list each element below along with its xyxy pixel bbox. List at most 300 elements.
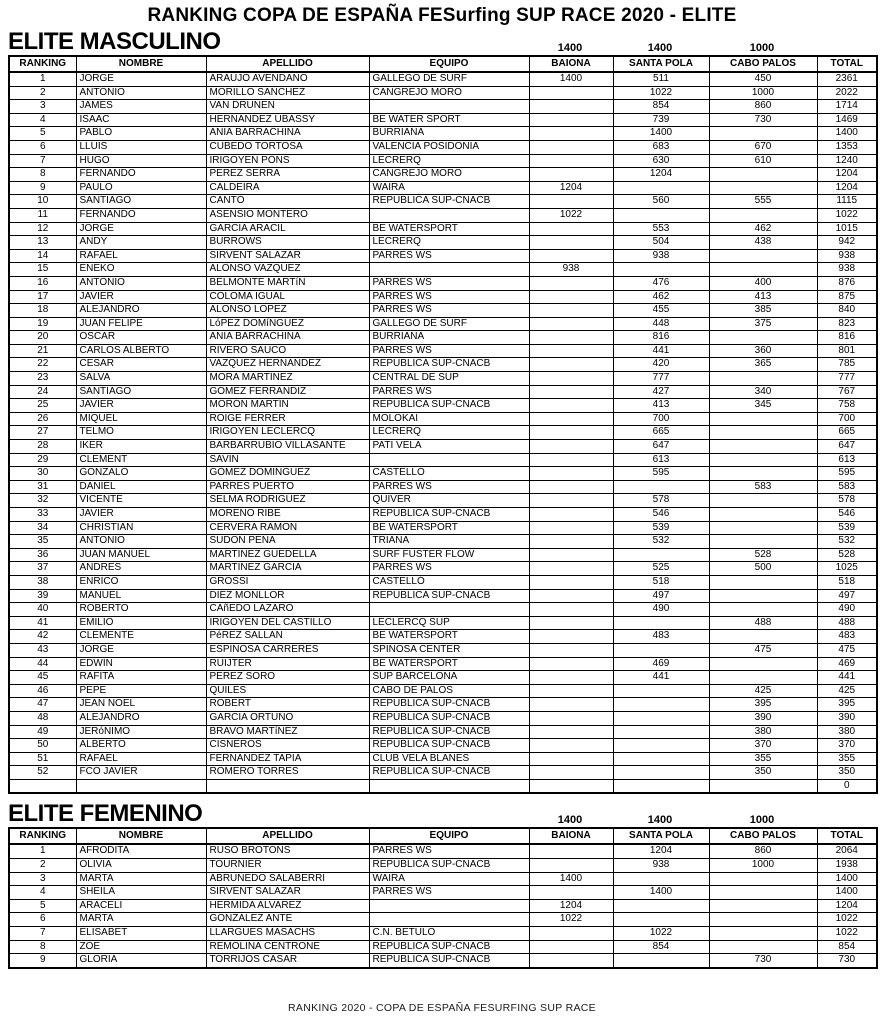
column-header-apellido: APELLIDO: [206, 56, 369, 72]
apellido-cell: QUILES: [206, 684, 369, 698]
total-cell: 647: [817, 440, 877, 454]
santa-pola-cell: 490: [613, 603, 709, 617]
rank-cell: 12: [9, 222, 76, 236]
equipo-cell: CENTRAL DE SUP: [369, 372, 529, 386]
equipo-cell: [369, 603, 529, 617]
rank-cell: 4: [9, 113, 76, 127]
nombre-cell: ALEJANDRO: [76, 304, 206, 318]
cabo-palos-cell: [709, 603, 817, 617]
total-cell: 823: [817, 317, 877, 331]
cabo-palos-cell: 413: [709, 290, 817, 304]
table-row: [9, 154, 877, 168]
rank-cell: 46: [9, 684, 76, 698]
baiona-cell: [529, 372, 613, 386]
baiona-cell: [529, 739, 613, 753]
equipo-cell: PARRES WS: [369, 290, 529, 304]
cabo-palos-cell: [709, 927, 817, 941]
equipo-cell: SUP BARCELONA: [369, 671, 529, 685]
equipo-cell: REPUBLICA SUP-CNACB: [369, 766, 529, 780]
nombre-cell: [76, 779, 206, 793]
rank-cell: 31: [9, 480, 76, 494]
cabo-palos-cell: 610: [709, 154, 817, 168]
equipo-cell: CANGREJO MORO: [369, 168, 529, 182]
total-cell: 1240: [817, 154, 877, 168]
event-points-santa-pola: 1400: [647, 42, 673, 54]
nombre-cell: EMILIO: [76, 616, 206, 630]
santa-pola-cell: 938: [613, 249, 709, 263]
nombre-cell: JORGE: [76, 222, 206, 236]
apellido-cell: SAVIN: [206, 453, 369, 467]
points-spacer: [816, 814, 876, 827]
equipo-cell: REPUBLICA SUP-CNACB: [369, 725, 529, 739]
total-cell: 355: [817, 752, 877, 766]
baiona-cell: [529, 508, 613, 522]
santa-pola-cell: 630: [613, 154, 709, 168]
santa-pola-cell: 441: [613, 344, 709, 358]
total-cell: 1204: [817, 181, 877, 195]
apellido-cell: ALONSO VAZQUEZ: [206, 263, 369, 277]
table-row: [9, 412, 877, 426]
total-cell: 475: [817, 643, 877, 657]
apellido-cell: DIEZ MONLLOR: [206, 589, 369, 603]
baiona-cell: [529, 494, 613, 508]
column-header-baiona: BAIONA: [529, 56, 613, 72]
equipo-cell: BE WATERSPORT: [369, 521, 529, 535]
rank-cell: 44: [9, 657, 76, 671]
total-cell: 441: [817, 671, 877, 685]
baiona-cell: [529, 562, 613, 576]
total-cell: 875: [817, 290, 877, 304]
rank-cell: 21: [9, 344, 76, 358]
rank-cell: 16: [9, 276, 76, 290]
rank-cell: 13: [9, 236, 76, 250]
total-cell: 518: [817, 575, 877, 589]
table-row: [9, 317, 877, 331]
cabo-palos-cell: [709, 412, 817, 426]
table-row: [9, 508, 877, 522]
apellido-cell: ANIA BARRACHINA: [206, 127, 369, 141]
total-cell: 539: [817, 521, 877, 535]
equipo-cell: [369, 779, 529, 793]
santa-pola-cell: 816: [613, 331, 709, 345]
santa-pola-cell: 420: [613, 358, 709, 372]
equipo-cell: CANGREJO MORO: [369, 86, 529, 100]
table-row: [9, 913, 877, 927]
total-cell: 390: [817, 711, 877, 725]
total-cell: 1400: [817, 127, 877, 141]
cabo-palos-cell: 670: [709, 140, 817, 154]
total-cell: 595: [817, 467, 877, 481]
equipo-cell: [369, 263, 529, 277]
nombre-cell: ANTONIO: [76, 535, 206, 549]
santa-pola-cell: 546: [613, 508, 709, 522]
cabo-palos-cell: 360: [709, 344, 817, 358]
cabo-palos-cell: [709, 168, 817, 182]
baiona-cell: 1022: [529, 913, 613, 927]
table-row: [9, 399, 877, 413]
santa-pola-cell: 777: [613, 372, 709, 386]
nombre-cell: OSCAR: [76, 331, 206, 345]
table-row: [9, 899, 877, 913]
baiona-cell: [529, 385, 613, 399]
table-row: [9, 711, 877, 725]
apellido-cell: LLARGUES MASACHS: [206, 927, 369, 941]
baiona-cell: [529, 168, 613, 182]
santa-pola-cell: [613, 181, 709, 195]
equipo-cell: REPUBLICA SUP-CNACB: [369, 859, 529, 873]
nombre-cell: ANTONIO: [76, 86, 206, 100]
rank-cell: 15: [9, 263, 76, 277]
rank-cell: 45: [9, 671, 76, 685]
total-cell: 546: [817, 508, 877, 522]
santa-pola-cell: [613, 872, 709, 886]
equipo-cell: BE WATERSPORT: [369, 222, 529, 236]
baiona-cell: [529, 399, 613, 413]
rank-cell: 3: [9, 872, 76, 886]
total-cell: 1025: [817, 562, 877, 576]
santa-pola-cell: [613, 480, 709, 494]
apellido-cell: VAN DRUNEN: [206, 100, 369, 114]
table-row: [9, 725, 877, 739]
cabo-palos-cell: 375: [709, 317, 817, 331]
rank-cell: 7: [9, 927, 76, 941]
apellido-cell: SELMA RODRIGUEZ: [206, 494, 369, 508]
column-header-nombre: NOMBRE: [76, 828, 206, 844]
nombre-cell: PAULO: [76, 181, 206, 195]
cabo-palos-cell: 350: [709, 766, 817, 780]
equipo-cell: REPUBLICA SUP-CNACB: [369, 954, 529, 968]
rank-cell: 29: [9, 453, 76, 467]
equipo-cell: PARRES WS: [369, 844, 529, 858]
apellido-cell: IRIGOYEN LECLERCQ: [206, 426, 369, 440]
table-row: [9, 739, 877, 753]
baiona-cell: 938: [529, 263, 613, 277]
rank-cell: 9: [9, 954, 76, 968]
equipo-cell: PARRES WS: [369, 304, 529, 318]
santa-pola-cell: [613, 899, 709, 913]
nombre-cell: JEAN NOEL: [76, 698, 206, 712]
baiona-cell: [529, 154, 613, 168]
equipo-cell: REPUBLICA SUP-CNACB: [369, 508, 529, 522]
section-header-masculino: [8, 27, 876, 55]
santa-pola-cell: 539: [613, 521, 709, 535]
santa-pola-cell: 427: [613, 385, 709, 399]
column-header-total: TOTAL: [817, 828, 877, 844]
points-spacer: [368, 814, 528, 827]
nombre-cell: HUGO: [76, 154, 206, 168]
cabo-palos-cell: 400: [709, 276, 817, 290]
nombre-cell: IKER: [76, 440, 206, 454]
table-row: [9, 548, 877, 562]
baiona-cell: [529, 222, 613, 236]
baiona-cell: [529, 426, 613, 440]
baiona-cell: [529, 589, 613, 603]
total-cell: 1353: [817, 140, 877, 154]
nombre-cell: RAFAEL: [76, 752, 206, 766]
table-row: [9, 222, 877, 236]
table-row: [9, 426, 877, 440]
apellido-cell: [206, 779, 369, 793]
table-row: [9, 195, 877, 209]
equipo-cell: CASTELLÓ: [369, 467, 529, 481]
equipo-cell: REPUBLICA SUP-CNACB: [369, 399, 529, 413]
total-cell: 613: [817, 453, 877, 467]
rank-cell: 50: [9, 739, 76, 753]
cabo-palos-cell: [709, 208, 817, 222]
santa-pola-cell: 483: [613, 630, 709, 644]
rank-cell: 49: [9, 725, 76, 739]
section-heading-femenino: ELITE FEMENINO: [8, 800, 203, 828]
baiona-cell: [529, 304, 613, 318]
total-cell: 840: [817, 304, 877, 318]
equipo-cell: PARRES WS: [369, 385, 529, 399]
points-spacer: [8, 42, 75, 55]
equipo-cell: GALLEGO DE SURF: [369, 317, 529, 331]
table-row: [9, 236, 877, 250]
table-row: [9, 100, 877, 114]
table-row: [9, 844, 877, 858]
santa-pola-cell: 595: [613, 467, 709, 481]
nombre-cell: JORGE: [76, 643, 206, 657]
table-row: [9, 480, 877, 494]
rank-cell: 34: [9, 521, 76, 535]
nombre-cell: JERóNIMO: [76, 725, 206, 739]
page-title: RANKING COPA DE ESPAÑA FESurfing SUP RACE 2020 - ELITE: [147, 5, 737, 26]
total-cell: 395: [817, 698, 877, 712]
table-row: [9, 927, 877, 941]
nombre-cell: ALBERTO: [76, 739, 206, 753]
cabo-palos-cell: 730: [709, 954, 817, 968]
section-heading-masculino: ELITE MASCULINO: [8, 28, 221, 55]
santa-pola-cell: 1400: [613, 127, 709, 141]
baiona-cell: [529, 886, 613, 900]
baiona-cell: 1400: [529, 72, 613, 86]
apellido-cell: IRIGOYEN PONS: [206, 154, 369, 168]
table-row: [9, 872, 877, 886]
rank-cell: 6: [9, 913, 76, 927]
santa-pola-cell: [613, 954, 709, 968]
total-cell: 578: [817, 494, 877, 508]
baiona-cell: [529, 100, 613, 114]
santa-pola-cell: 476: [613, 276, 709, 290]
santa-pola-cell: 647: [613, 440, 709, 454]
apellido-cell: ROIGE FERRER: [206, 412, 369, 426]
cabo-palos-cell: [709, 630, 817, 644]
cabo-palos-cell: 395: [709, 698, 817, 712]
santa-pola-cell: [613, 548, 709, 562]
apellido-cell: ALONSO LOPEZ: [206, 304, 369, 318]
total-cell: 1469: [817, 113, 877, 127]
apellido-cell: GOMEZ DOMINGUEZ: [206, 467, 369, 481]
cabo-palos-cell: 475: [709, 643, 817, 657]
santa-pola-cell: 1204: [613, 168, 709, 182]
table-row: [9, 344, 877, 358]
apellido-cell: FERNANDEZ TAPIA: [206, 752, 369, 766]
table-row: [9, 453, 877, 467]
apellido-cell: BARBARRUBIO VILLASANTE: [206, 440, 369, 454]
total-cell: 876: [817, 276, 877, 290]
baiona-cell: [529, 643, 613, 657]
equipo-cell: [369, 453, 529, 467]
santa-pola-cell: 854: [613, 100, 709, 114]
nombre-cell: ARACELI: [76, 899, 206, 913]
total-cell: 665: [817, 426, 877, 440]
equipo-cell: C.N. BETULO: [369, 927, 529, 941]
baiona-cell: [529, 711, 613, 725]
nombre-cell: CESAR: [76, 358, 206, 372]
table-row: [9, 616, 877, 630]
table-row: [9, 331, 877, 345]
ranking-table-masculino: [8, 55, 878, 794]
rank-cell: 38: [9, 575, 76, 589]
apellido-cell: ABRUÑEDO SALABERRI: [206, 872, 369, 886]
santa-pola-cell: [613, 616, 709, 630]
total-cell: 1400: [817, 872, 877, 886]
santa-pola-cell: 1400: [613, 886, 709, 900]
nombre-cell: SANTIAGO: [76, 385, 206, 399]
total-cell: 483: [817, 630, 877, 644]
table-row: [9, 752, 877, 766]
equipo-cell: BE WATERSPORT: [369, 657, 529, 671]
baiona-cell: [529, 480, 613, 494]
rank-cell: 1: [9, 72, 76, 86]
equipo-cell: VALENCIA POSIDONIA: [369, 140, 529, 154]
points-spacer: [205, 42, 368, 55]
santa-pola-cell: 504: [613, 236, 709, 250]
cabo-palos-cell: 340: [709, 385, 817, 399]
nombre-cell: SANTIAGO: [76, 195, 206, 209]
santa-pola-cell: 613: [613, 453, 709, 467]
equipo-cell: QUIVER: [369, 494, 529, 508]
apellido-cell: ASENSIO MONTERO: [206, 208, 369, 222]
table-row: [9, 671, 877, 685]
points-spacer: [205, 814, 368, 827]
equipo-cell: WAIRA: [369, 872, 529, 886]
points-spacer: [816, 42, 876, 55]
table-row: [9, 494, 877, 508]
cabo-palos-cell: [709, 940, 817, 954]
rank-cell: 24: [9, 385, 76, 399]
santa-pola-cell: 441: [613, 671, 709, 685]
nombre-cell: VICENTE: [76, 494, 206, 508]
total-cell: 777: [817, 372, 877, 386]
cabo-palos-cell: [709, 263, 817, 277]
apellido-cell: CALDEIRA: [206, 181, 369, 195]
event-points-row-femenino: [8, 814, 876, 827]
apellido-cell: CERVERA RAMON: [206, 521, 369, 535]
rank-cell: 35: [9, 535, 76, 549]
rank-cell: 19: [9, 317, 76, 331]
ranking-table-femenino: [8, 827, 878, 968]
total-cell: 758: [817, 399, 877, 413]
total-cell: 1204: [817, 899, 877, 913]
cabo-palos-cell: [709, 331, 817, 345]
total-cell: 583: [817, 480, 877, 494]
cabo-palos-cell: [709, 671, 817, 685]
cabo-palos-cell: 355: [709, 752, 817, 766]
total-cell: 2361: [817, 72, 877, 86]
points-spacer: [75, 814, 205, 827]
table-row: [9, 575, 877, 589]
santa-pola-cell: 739: [613, 113, 709, 127]
santa-pola-cell: [613, 779, 709, 793]
table-row: [9, 954, 877, 968]
apellido-cell: CUBEDO TORTOSA: [206, 140, 369, 154]
table-row: [9, 263, 877, 277]
nombre-cell: ENRICO: [76, 575, 206, 589]
total-cell: 380: [817, 725, 877, 739]
santa-pola-cell: 448: [613, 317, 709, 331]
total-cell: 2064: [817, 844, 877, 858]
column-header-equipo: EQUIPO: [369, 56, 529, 72]
cabo-palos-cell: [709, 372, 817, 386]
table-row: [9, 372, 877, 386]
total-cell: 938: [817, 263, 877, 277]
nombre-cell: OLIVIA: [76, 859, 206, 873]
rank-cell: 32: [9, 494, 76, 508]
column-header-baiona: BAIONA: [529, 828, 613, 844]
santa-pola-cell: 560: [613, 195, 709, 209]
santa-pola-cell: [613, 913, 709, 927]
rank-cell: 7: [9, 154, 76, 168]
table-row: [9, 249, 877, 263]
apellido-cell: MORILLO SANCHEZ: [206, 86, 369, 100]
column-header-santa-pola: SANTA POLA: [613, 56, 709, 72]
santa-pola-cell: [613, 698, 709, 712]
cabo-palos-cell: 390: [709, 711, 817, 725]
cabo-palos-cell: [709, 508, 817, 522]
nombre-cell: ANDRES: [76, 562, 206, 576]
santa-pola-cell: [613, 739, 709, 753]
rank-cell: 18: [9, 304, 76, 318]
santa-pola-cell: [613, 752, 709, 766]
santa-pola-cell: 1022: [613, 927, 709, 941]
total-cell: 2022: [817, 86, 877, 100]
equipo-cell: PARRES WS: [369, 480, 529, 494]
table-row: [9, 630, 877, 644]
cabo-palos-cell: [709, 657, 817, 671]
apellido-cell: MARTINEZ GARCIA: [206, 562, 369, 576]
equipo-cell: BURRIANA: [369, 127, 529, 141]
santa-pola-cell: 578: [613, 494, 709, 508]
total-cell: 801: [817, 344, 877, 358]
column-header-nombre: NOMBRE: [76, 56, 206, 72]
baiona-cell: [529, 195, 613, 209]
baiona-cell: [529, 616, 613, 630]
table-row: [9, 657, 877, 671]
table-row: [9, 113, 877, 127]
equipo-cell: [369, 100, 529, 114]
total-cell: 497: [817, 589, 877, 603]
apellido-cell: ARAUJO AVENDAÑO: [206, 72, 369, 86]
cabo-palos-cell: 555: [709, 195, 817, 209]
apellido-cell: PARRES PUERTO: [206, 480, 369, 494]
cabo-palos-cell: 500: [709, 562, 817, 576]
nombre-cell: PEPE: [76, 684, 206, 698]
apellido-cell: PEREZ SERRA: [206, 168, 369, 182]
baiona-cell: [529, 467, 613, 481]
nombre-cell: MIQUEL: [76, 412, 206, 426]
apellido-cell: GARCIA ORTUÑO: [206, 711, 369, 725]
apellido-cell: GONZALEZ ANTE: [206, 913, 369, 927]
column-header-equipo: EQUIPO: [369, 828, 529, 844]
total-cell: 370: [817, 739, 877, 753]
total-cell: 1204: [817, 168, 877, 182]
baiona-cell: [529, 927, 613, 941]
baiona-cell: [529, 859, 613, 873]
table-row: [9, 358, 877, 372]
rank-cell: 43: [9, 643, 76, 657]
